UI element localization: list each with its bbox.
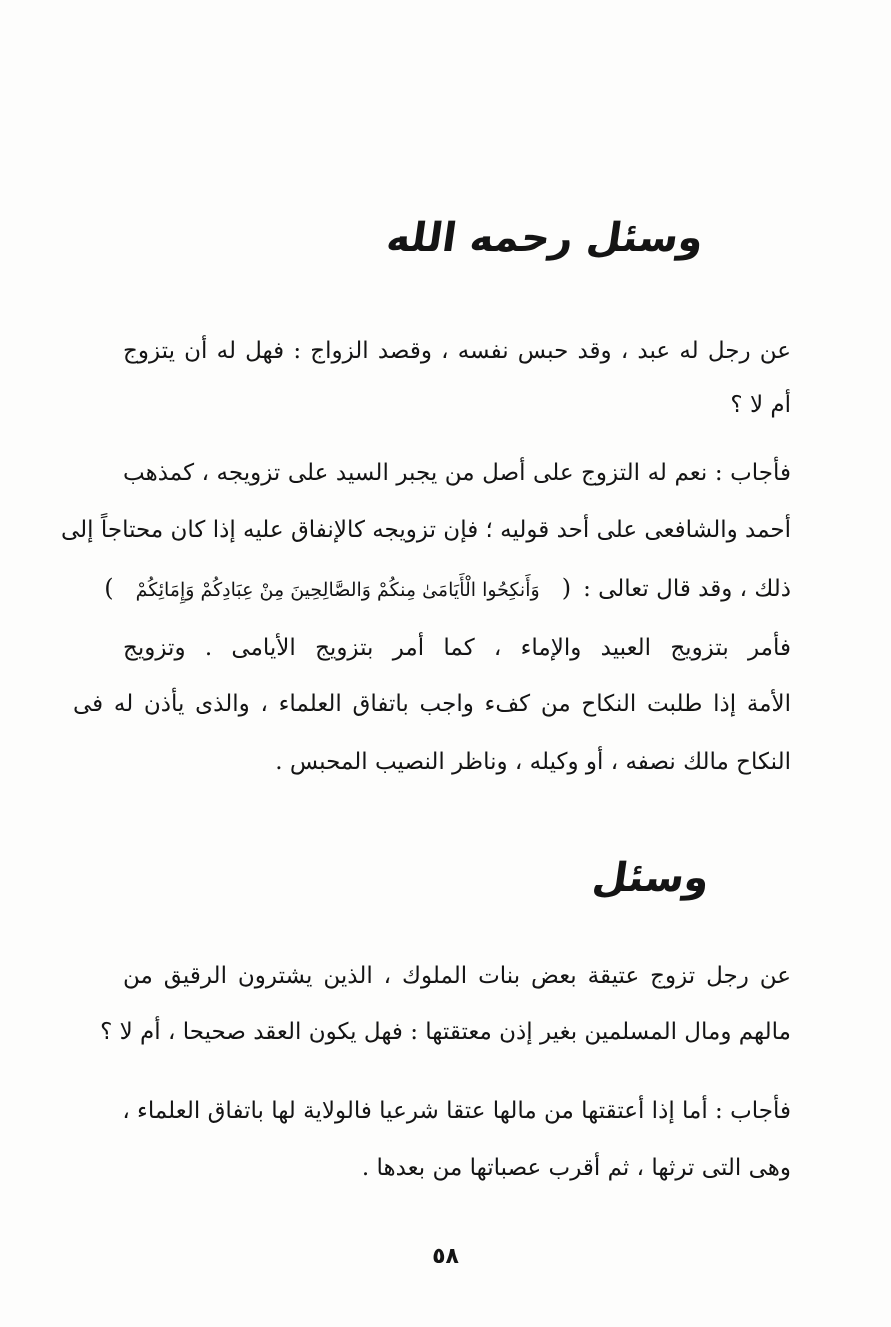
section-heading: وسئل	[589, 855, 713, 901]
answer-line: النكاح مالك نصفه ، أو وكيله ، وناظر النصيب المحبس .	[275, 749, 791, 775]
answer-line: وهى التى ترثها ، ثم أقرب عصباتها من بعدها .	[361, 1155, 791, 1181]
question-line: عن رجل له عبد ، وقد حبس نفسه ، وقصد الزواج : فهل له أن يتزوج	[123, 338, 791, 364]
quran-verse: وَأَنكِحُوا الْأَيَامَىٰ مِنكُمْ وَالصَّالِحِينَ مِنْ عِبَادِكُمْ وَإِمَائِكُمْ	[135, 579, 540, 601]
quran-verse-line	[73, 576, 791, 601]
section-heading: وسئل رحمه الله	[383, 215, 707, 261]
question-line: عن رجل تزوج عتيقة بعض بنات الملوك ، الذين يشترون الرقيق من	[123, 963, 791, 989]
answer-line: فأجاب : نعم له التزوج على أصل من يجبر السيد على تزويجه ، كمذهب	[123, 460, 791, 486]
answer-line: أحمد والشافعى على أحد قوليه ؛ فإن تزويجه كالإنفاق عليه إذا كان محتاجاً إلى	[61, 517, 791, 543]
answer-line: فأجاب : أما إذا أعتقتها من مالها عتقا شرعيا فالولاية لها باتفاق العلماء ،	[122, 1098, 791, 1124]
page-number: ٥٨	[432, 1244, 459, 1269]
verse-paren-open: (	[561, 574, 572, 602]
verse-paren-close: )	[104, 574, 114, 602]
verse-intro: ذلك ، وقد قال تعالى :	[583, 576, 791, 602]
answer-line: فأمر بتزويج العبيد والإماء ، كما أمر بتزويج الأيامى . وتزويج	[123, 635, 791, 661]
question-line: مالهم ومال المسلمين بغير إذن معتقتها : فهل يكون العقد صحيحا ، أم لا ؟	[100, 1019, 791, 1045]
question-line: أم لا ؟	[730, 392, 791, 418]
answer-line: الأمة إذا طلبت النكاح من كفء واجب باتفاق العلماء ، والذى يأذن له فى	[73, 691, 791, 717]
